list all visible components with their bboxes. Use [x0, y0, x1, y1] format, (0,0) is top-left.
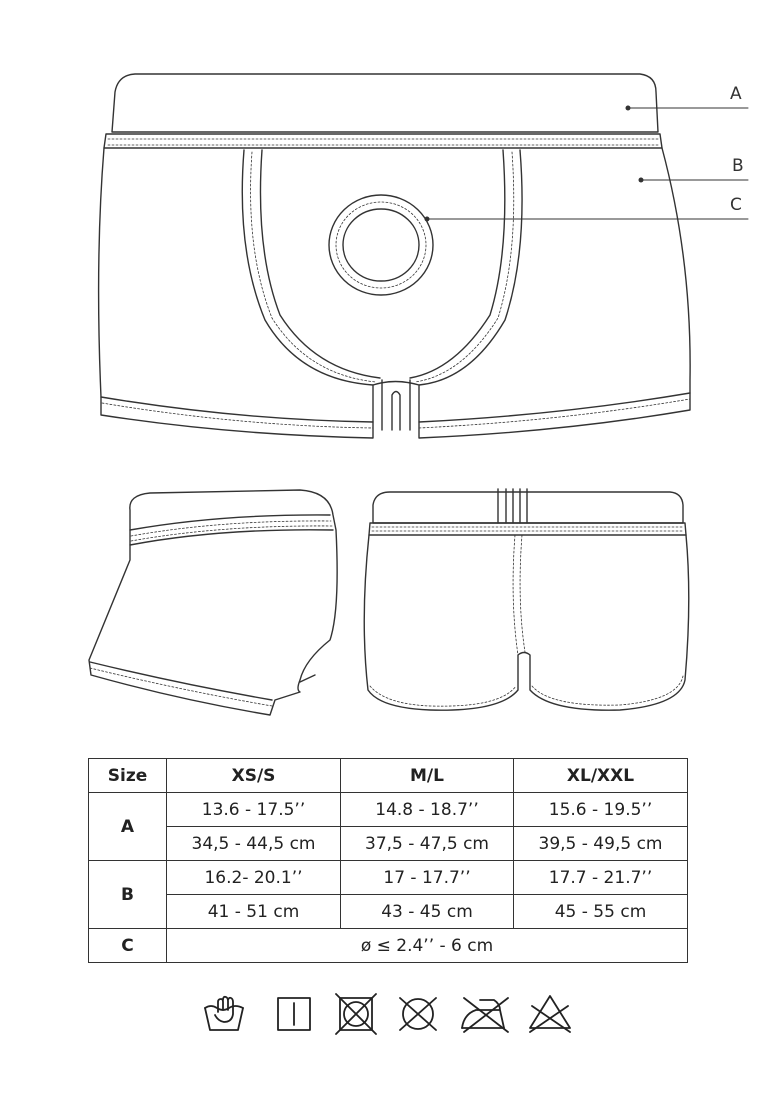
- callout-a-label: A: [730, 84, 742, 104]
- cell-b-cm-m-l: 43 - 45 cm: [341, 895, 514, 929]
- cell-a-in-xs-s: 13.6 - 17.5’’: [167, 793, 341, 827]
- cell-b-cm-xs-s: 41 - 51 cm: [167, 895, 341, 929]
- no-iron-icon: [462, 998, 508, 1032]
- table-row: [89, 895, 688, 929]
- header-xs-s: XS/S: [167, 759, 341, 793]
- header-size: Size: [89, 759, 167, 793]
- no-tumble-dry-icon: [336, 994, 376, 1034]
- cell-a-in-xl-xxl: 15.6 - 19.5’’: [514, 793, 688, 827]
- size-chart-table: [88, 758, 688, 963]
- table-row: [89, 793, 688, 827]
- hand-wash-icon: [205, 997, 243, 1030]
- table-row: [89, 827, 688, 861]
- back-view: [364, 489, 689, 710]
- cell-b-in-m-l: 17 - 17.7’’: [341, 861, 514, 895]
- table-header-row: [89, 759, 688, 793]
- cell-b-in-xl-xxl: 17.7 - 21.7’’: [514, 861, 688, 895]
- cell-b-cm-xl-xxl: 45 - 55 cm: [514, 895, 688, 929]
- cell-c-value: ø ≤ 2.4’’ - 6 cm: [167, 929, 688, 963]
- cell-a-cm-xs-s: 34,5 - 44,5 cm: [167, 827, 341, 861]
- row-label-c: C: [89, 929, 167, 963]
- row-label-b: B: [89, 861, 167, 929]
- row-label-a: A: [89, 793, 167, 861]
- table-row: [89, 929, 688, 963]
- care-instructions: [200, 990, 580, 1040]
- table-row: [89, 861, 688, 895]
- cell-a-in-m-l: 14.8 - 18.7’’: [341, 793, 514, 827]
- cell-b-in-xs-s: 16.2- 20.1’’: [167, 861, 341, 895]
- line-dry-icon: [278, 998, 310, 1030]
- no-bleach-icon: [530, 996, 570, 1032]
- side-view: [89, 490, 337, 715]
- cell-a-cm-xl-xxl: 39,5 - 49,5 cm: [514, 827, 688, 861]
- callout-c-label: C: [730, 195, 742, 215]
- callout-b-label: B: [732, 156, 744, 176]
- callout-lines: [427, 108, 748, 219]
- header-xl-xxl: XL/XXL: [514, 759, 688, 793]
- no-dry-clean-icon: [400, 998, 436, 1030]
- front-view: [99, 74, 691, 438]
- cell-a-cm-m-l: 37,5 - 47,5 cm: [341, 827, 514, 861]
- header-m-l: M/L: [341, 759, 514, 793]
